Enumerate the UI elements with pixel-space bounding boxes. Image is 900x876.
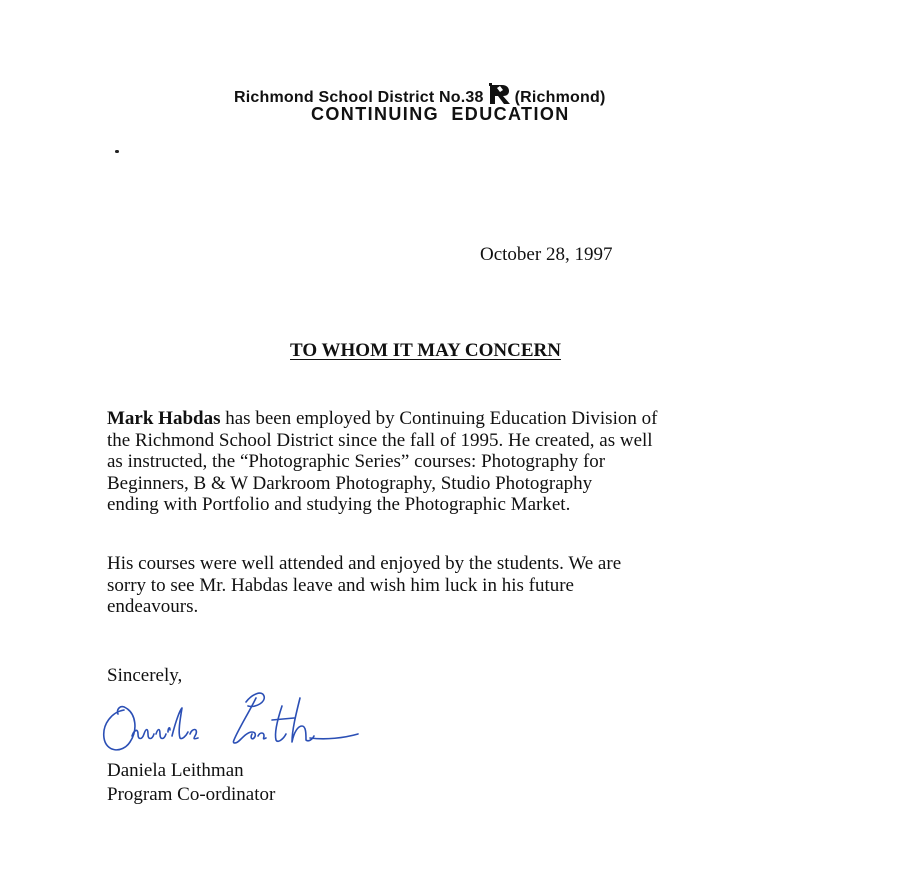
letter-salutation: TO WHOM IT MAY CONCERN [290, 340, 561, 361]
paragraph-line: the Richmond School District since the fall of 1995. He created, as well [107, 429, 653, 451]
letter-paragraph-2 [107, 553, 621, 618]
signer-name: Daniela Leithman [107, 760, 244, 781]
letter-paragraph-1 [107, 408, 657, 516]
paragraph-line: Beginners, B & W Darkroom Photography, Studio Photography [107, 472, 593, 494]
paragraph-line [107, 408, 657, 430]
paragraph-line: His courses were well attended and enjoyed by the students. We are [107, 553, 622, 574]
paragraph-line: sorry to see Mr. Habdas leave and wish him luck in his future [107, 574, 574, 596]
signer-title: Program Co-ordinator [107, 784, 276, 805]
paragraph-line: as instructed, the “Photographic Series” courses: Photography for [107, 451, 606, 472]
letterhead-division: CONTINUING EDUCATION [311, 104, 570, 124]
paragraph-text: has been employed by Continuing Education Division of [220, 408, 658, 429]
letterhead-org-prefix: Richmond School District No.38 [234, 89, 484, 106]
letterhead-org-suffix: (Richmond) [514, 89, 606, 106]
paragraph-line: endeavours. [107, 596, 199, 617]
paragraph-line: ending with Portfolio and studying the Photographic Market. [107, 494, 571, 515]
paper-speck [115, 150, 119, 153]
letter-closing: Sincerely, [107, 665, 183, 686]
letter-date: October 28, 1997 [480, 244, 613, 265]
handwritten-signature [96, 680, 366, 764]
district-logo-icon [488, 82, 512, 106]
subject-name: Mark Habdas [107, 408, 221, 429]
